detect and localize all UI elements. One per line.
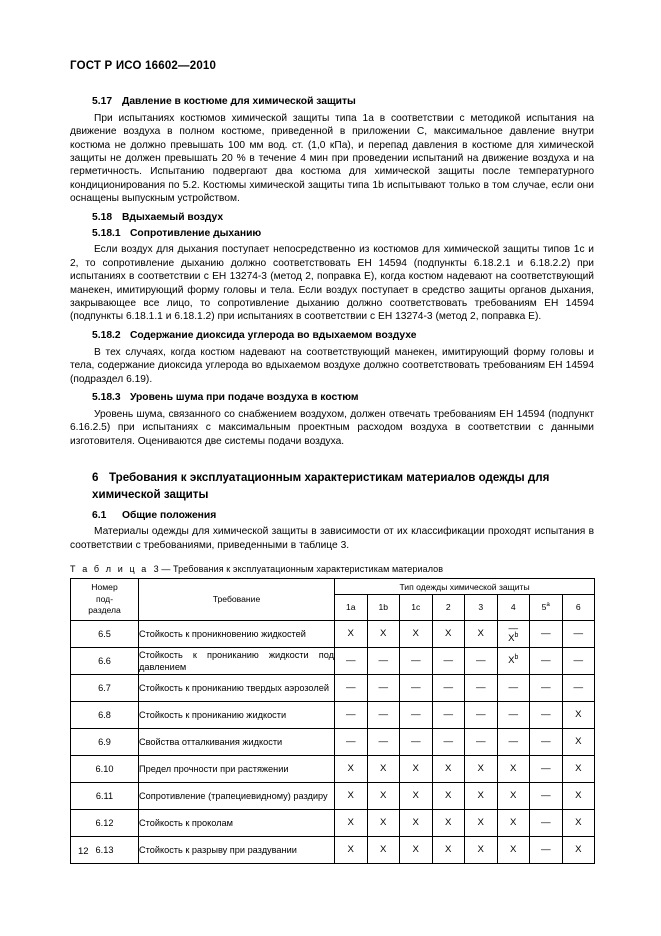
cell-mark-primary: — — [540, 736, 551, 748]
paragraph-5-18-2-1: В тех случаях, когда костюм надевают на соответствующий манекен, имитирующий форму головы и тела, содержание диоксида углерода во вдыхаемом воздухе должно соответствовать требованиям ЕН 14594 (подраздел 6.19). — [70, 346, 594, 385]
cell-type-mark — [367, 648, 400, 675]
header-type-1c-label: 1c — [411, 601, 421, 612]
heading-5-17-title: Давление в костюме для химической защиты — [122, 96, 356, 107]
table-caption-text: Требования к эксплуатационным характеристикам материалов — [173, 564, 444, 575]
cell-mark-primary: X — [347, 628, 354, 640]
cell-mark-primary: X — [412, 763, 419, 775]
cell-mark-primary: X — [477, 790, 484, 802]
cell-type-mark — [335, 756, 368, 783]
table-row — [71, 702, 595, 729]
cell-type-mark — [497, 756, 530, 783]
cell-type-mark — [497, 648, 530, 675]
cell-mark-primary: X — [445, 790, 452, 802]
cell-type-mark — [530, 621, 563, 648]
table-row — [71, 837, 595, 864]
header-type-4-label: 4 — [510, 601, 516, 612]
cell-type-mark — [400, 837, 433, 864]
table-caption-dash: — — [161, 564, 171, 575]
cell-mark-primary: — — [410, 655, 421, 667]
document-body — [70, 96, 594, 864]
header-type-1a-label: 1a — [345, 601, 356, 612]
cell-mark-primary: X — [380, 844, 387, 856]
cell-type-mark — [562, 810, 595, 837]
cell-mark-primary: — — [345, 682, 356, 694]
cell-mark-primary: — — [475, 709, 486, 721]
cell-mark-primary: X — [412, 844, 419, 856]
cell-type-mark — [465, 837, 498, 864]
cell-subsection-number: 6.8 — [71, 702, 139, 729]
cell-mark-primary: X — [347, 763, 354, 775]
cell-type-mark — [335, 837, 368, 864]
cell-subsection-number: 6.11 — [71, 783, 139, 810]
cell-type-mark — [465, 648, 498, 675]
cell-type-mark — [562, 837, 595, 864]
cell-mark-primary: — — [475, 736, 486, 748]
cell-mark-primary: X — [510, 844, 517, 856]
cell-mark-primary: — — [410, 682, 421, 694]
cell-mark-primary: — — [475, 682, 486, 694]
cell-type-mark — [465, 675, 498, 702]
cell-mark-primary: — — [540, 763, 551, 775]
cell-mark-primary: — — [443, 655, 454, 667]
header-type-3 — [465, 594, 498, 620]
heading-5-18-title: Вдыхаемый воздух — [122, 211, 224, 223]
heading-6-1 — [70, 510, 594, 523]
cell-mark-primary: — — [540, 682, 551, 694]
header-subsection-line3: раздела — [88, 605, 121, 616]
cell-type-mark — [465, 729, 498, 756]
heading-5-18-1 — [70, 228, 594, 241]
heading-5-18-3-title: Уровень шума при подаче воздуха в костюм — [130, 391, 359, 403]
cell-mark-primary: — — [345, 709, 356, 721]
heading-5-18-2 — [70, 330, 594, 343]
cell-mark-primary: X — [477, 817, 484, 829]
cell-type-mark — [530, 648, 563, 675]
cell-type-mark — [335, 675, 368, 702]
cell-type-mark — [367, 837, 400, 864]
cell-type-mark — [497, 675, 530, 702]
cell-requirement: Стойкость к проколам — [139, 810, 335, 837]
table-row — [71, 648, 595, 675]
header-type-3-label: 3 — [478, 601, 484, 612]
cell-mark-primary: — — [573, 628, 584, 640]
table-head — [71, 579, 595, 621]
cell-mark-primary: X — [347, 817, 354, 829]
cell-mark-primary: X — [445, 763, 452, 775]
cell-type-mark — [367, 729, 400, 756]
heading-5-18-3 — [70, 392, 594, 405]
cell-mark-primary: — — [345, 736, 356, 748]
cell-type-mark — [530, 756, 563, 783]
cell-type-mark — [497, 621, 530, 648]
cell-mark-primary: — — [410, 709, 421, 721]
cell-mark-primary: X — [575, 736, 582, 748]
header-type-2 — [432, 594, 465, 620]
cell-mark-primary: X — [510, 790, 517, 802]
table-row — [71, 729, 595, 756]
cell-type-mark — [400, 648, 433, 675]
cell-subsection-number: 6.13 — [71, 837, 139, 864]
cell-type-mark — [400, 729, 433, 756]
cell-type-mark — [497, 783, 530, 810]
cell-subsection-number: 6.6 — [71, 648, 139, 675]
cell-type-mark — [497, 810, 530, 837]
heading-6-title: Требования к эксплуатационным характеристикам материалов одежды для химической защиты — [92, 471, 550, 501]
cell-footnote-marker: b — [514, 654, 519, 662]
cell-mark-primary: X — [445, 817, 452, 829]
header-requirement: Требование — [139, 579, 335, 621]
header-type-1a — [335, 594, 368, 620]
cell-type-mark — [530, 837, 563, 864]
cell-mark-primary: X — [347, 844, 354, 856]
heading-5-18 — [70, 212, 594, 225]
header-type-1b-label: 1b — [378, 601, 389, 612]
cell-type-mark — [562, 621, 595, 648]
heading-5-18-2-number: 5.18.2 — [92, 329, 121, 341]
cell-mark-primary: — — [508, 709, 519, 721]
paragraph-5-17-1: При испытаниях костюмов химической защиты типа 1а в соответствии с методикой испытания на движение воздуха в полном костюме, приведенной в приложении С, максимальное давление внутри костюма не должно превышать 100 мм вод. ст. (1,0 кПа), и перепад давления в костюме для химической защиты не должен превышать 20 % в течение 4 мин при проведении испытаний на движение воздуха и на герметичность. Испытанию подвергают два костюма для химической защиты после температурного кондиционирования по 5.2. Костюмы химической защиты типа 1b испытывают только в том случае, если они оснащены выпускным устройством. — [70, 112, 594, 205]
cell-mark-primary: — — [345, 655, 356, 667]
cell-type-mark — [400, 702, 433, 729]
table-row — [71, 810, 595, 837]
header-subsection-line1: Номер — [91, 582, 118, 593]
cell-mark-primary: X — [575, 844, 582, 856]
cell-type-mark — [562, 783, 595, 810]
cell-type-mark — [562, 648, 595, 675]
cell-type-mark — [432, 756, 465, 783]
cell-mark-primary: X — [380, 790, 387, 802]
cell-type-mark — [432, 675, 465, 702]
cell-type-mark — [400, 621, 433, 648]
cell-mark-primary: — — [540, 817, 551, 829]
cell-type-mark — [400, 756, 433, 783]
cell-mark-primary: X — [445, 844, 452, 856]
table-row — [71, 621, 595, 648]
cell-type-mark — [497, 702, 530, 729]
cell-type-mark — [335, 810, 368, 837]
paragraph-5-18-3-1: Уровень шума, связанного со снабжением воздухом, должен отвечать требованиям ЕН 14594 (подпункт 6.16.2.5) при испытаниях с максимальным проектным расходом воздуха в соответствии с данными изготовителя. Оцениваются две системы подачи воздуха. — [70, 408, 594, 447]
cell-type-mark — [367, 783, 400, 810]
cell-mark-primary: X — [412, 817, 419, 829]
heading-5-18-1-title: Сопротивление дыханию — [130, 227, 262, 239]
paragraph-6-1-1: Материалы одежды для химической защиты в зависимости от их классификации проходят испытания в соответствии с требованиями, приведенными в таблице 3. — [70, 526, 594, 551]
cell-mark-primary: — — [540, 655, 551, 667]
cell-mark-primary: — — [508, 736, 519, 748]
cell-type-mark — [367, 675, 400, 702]
cell-type-mark — [465, 810, 498, 837]
cell-type-mark — [497, 729, 530, 756]
cell-mark-primary: X — [445, 628, 452, 640]
cell-type-mark — [432, 621, 465, 648]
cell-subsection-number: 6.9 — [71, 729, 139, 756]
header-subsection-line2: под- — [95, 593, 114, 604]
table-row — [71, 675, 595, 702]
cell-type-mark — [400, 675, 433, 702]
cell-type-mark — [367, 756, 400, 783]
heading-5-18-1-number: 5.18.1 — [92, 227, 121, 239]
cell-mark-primary: X — [347, 790, 354, 802]
cell-mark-primary: X — [477, 844, 484, 856]
cell-type-mark — [530, 675, 563, 702]
running-head: ГОСТ Р ИСО 16602—2010 — [70, 60, 217, 72]
cell-mark-primary: X — [380, 763, 387, 775]
cell-type-mark — [562, 729, 595, 756]
cell-subsection-number: 6.12 — [71, 810, 139, 837]
table-caption — [70, 564, 594, 574]
cell-mark-primary: X — [575, 763, 582, 775]
cell-mark-primary: — — [443, 682, 454, 694]
header-type-6-label: 6 — [575, 601, 581, 612]
cell-type-mark — [432, 729, 465, 756]
header-type-1c — [400, 594, 433, 620]
cell-type-mark — [432, 648, 465, 675]
cell-type-mark — [432, 810, 465, 837]
cell-mark-primary: — — [540, 790, 551, 802]
cell-mark-primary: X — [380, 817, 387, 829]
cell-type-mark — [465, 756, 498, 783]
cell-mark-secondary: $X^b$ — [508, 631, 519, 645]
cell-subsection-number: 6.10 — [71, 756, 139, 783]
header-type-6 — [562, 594, 595, 620]
cell-type-mark — [432, 837, 465, 864]
heading-5-18-3-number: 5.18.3 — [92, 391, 121, 403]
cell-mark-primary: — — [508, 682, 519, 694]
cell-mark-primary: X — [510, 763, 517, 775]
header-type-5-label: 5 — [541, 601, 547, 612]
cell-mark-primary: — — [378, 736, 389, 748]
header-suit-type-group: Тип одежды химической защиты — [335, 579, 595, 595]
cell-type-mark — [367, 702, 400, 729]
heading-6-1-number: 6.1 — [92, 509, 107, 521]
heading-5-18-number: 5.18 — [92, 211, 113, 223]
cell-mark-primary: X — [412, 628, 419, 640]
cell-mark-primary: — — [443, 709, 454, 721]
cell-mark-primary: X — [508, 655, 515, 667]
cell-mark-primary: — — [378, 655, 389, 667]
cell-requirement: Стойкость к проникновению жидкостей — [139, 621, 335, 648]
cell-mark-primary: — — [378, 682, 389, 694]
cell-type-mark — [400, 810, 433, 837]
cell-type-mark — [562, 675, 595, 702]
cell-mark-primary: X — [510, 817, 517, 829]
cell-mark-primary: X — [412, 790, 419, 802]
cell-requirement: Предел прочности при растяжении — [139, 756, 335, 783]
cell-type-mark — [530, 729, 563, 756]
cell-requirement: Стойкость к разрыву при раздувании — [139, 837, 335, 864]
cell-type-mark — [432, 783, 465, 810]
cell-type-mark — [530, 783, 563, 810]
heading-5-17 — [70, 96, 594, 109]
cell-mark-primary: — — [410, 736, 421, 748]
cell-type-mark — [367, 621, 400, 648]
cell-subsection-number: 6.7 — [71, 675, 139, 702]
table-caption-number: 3 — [153, 564, 159, 575]
heading-6-number: 6 — [92, 471, 99, 485]
heading-6 — [70, 470, 594, 504]
cell-type-mark — [432, 702, 465, 729]
cell-requirement: Сопротивление (трапециевидному) раздиру — [139, 783, 335, 810]
cell-footnote-marker: b — [514, 631, 519, 639]
cell-subsection-number: 6.5 — [71, 621, 139, 648]
cell-mark-primary: — — [540, 844, 551, 856]
heading-5-18-2-title: Содержание диоксида углерода во вдыхаемом воздухе — [130, 329, 417, 341]
cell-mark-primary: — — [508, 623, 519, 634]
cell-mark-primary: X — [380, 628, 387, 640]
cell-type-mark — [530, 702, 563, 729]
cell-type-mark — [400, 783, 433, 810]
paragraph-5-18-1-1: Если воздух для дыхания поступает непосредственно из костюмов для химической защиты типов 1с и 2, то сопротивление дыханию должно соответствовать ЕН 14594 (подпункты 6.18.2.1 и 6.18.2.2) при испытаниях в соответствии с ЕН 13274-3 (метод 2, поправка Е), когда костюм надевают на соответствующий манекен, имитирующий форму головы и тела. Если воздух поступает в средство защиты органов дыхания, закрывающее все лицо, то сопротивление дыханию должно соответствовать требованиям ЕН 14594 (подпункты 6.18.1.1 и 6.18.1.2) при испытаниях в соответствии с ЕН 13274-3 (метод 2, поправка Е). — [70, 244, 594, 323]
cell-type-mark — [465, 783, 498, 810]
cell-type-mark — [562, 702, 595, 729]
requirements-table — [70, 578, 595, 864]
cell-type-mark — [497, 837, 530, 864]
header-subsection-number — [71, 579, 139, 621]
cell-requirement: Стойкость к прониканию жидкости — [139, 702, 335, 729]
cell-type-mark — [465, 621, 498, 648]
cell-type-mark — [335, 702, 368, 729]
header-type-1b — [367, 594, 400, 620]
heading-6-1-title: Общие положения — [122, 509, 217, 521]
cell-type-mark — [367, 810, 400, 837]
cell-type-mark — [335, 783, 368, 810]
cell-mark-primary: — — [540, 709, 551, 721]
cell-requirement: Стойкость к прониканию твердых аэрозолей — [139, 675, 335, 702]
heading-5-17-number: 5.17 — [92, 96, 113, 107]
header-type-2-label: 2 — [445, 601, 451, 612]
header-type-5-footnote-marker: a — [546, 600, 550, 608]
cell-type-mark — [335, 648, 368, 675]
cell-mark-primary: — — [378, 709, 389, 721]
table-body — [71, 621, 595, 864]
cell-type-mark — [530, 810, 563, 837]
cell-requirement: Свойства отталкивания жидкости — [139, 729, 335, 756]
cell-type-mark — [562, 756, 595, 783]
cell-mark-primary: X — [477, 763, 484, 775]
cell-mark-primary: — — [540, 628, 551, 640]
table-header-row-1 — [71, 579, 595, 595]
cell-mark-primary: — — [443, 736, 454, 748]
table-row — [71, 756, 595, 783]
table-row — [71, 783, 595, 810]
cell-type-mark — [465, 702, 498, 729]
header-type-4 — [497, 594, 530, 620]
header-type-5 — [530, 594, 563, 620]
cell-mark-primary: — — [573, 682, 584, 694]
page-number: 12 — [78, 846, 89, 857]
cell-mark-primary: X — [477, 628, 484, 640]
cell-mark-primary: X — [575, 790, 582, 802]
table-caption-label: Т а б л и ц а — [70, 564, 149, 575]
cell-type-mark — [335, 729, 368, 756]
cell-mark-primary: X — [575, 817, 582, 829]
cell-mark-primary: — — [573, 655, 584, 667]
cell-mark-primary: — — [475, 655, 486, 667]
cell-requirement: Стойкость к прониканию жидкости под давлением — [139, 648, 335, 675]
cell-type-mark — [335, 621, 368, 648]
cell-mark-primary: X — [575, 709, 582, 721]
